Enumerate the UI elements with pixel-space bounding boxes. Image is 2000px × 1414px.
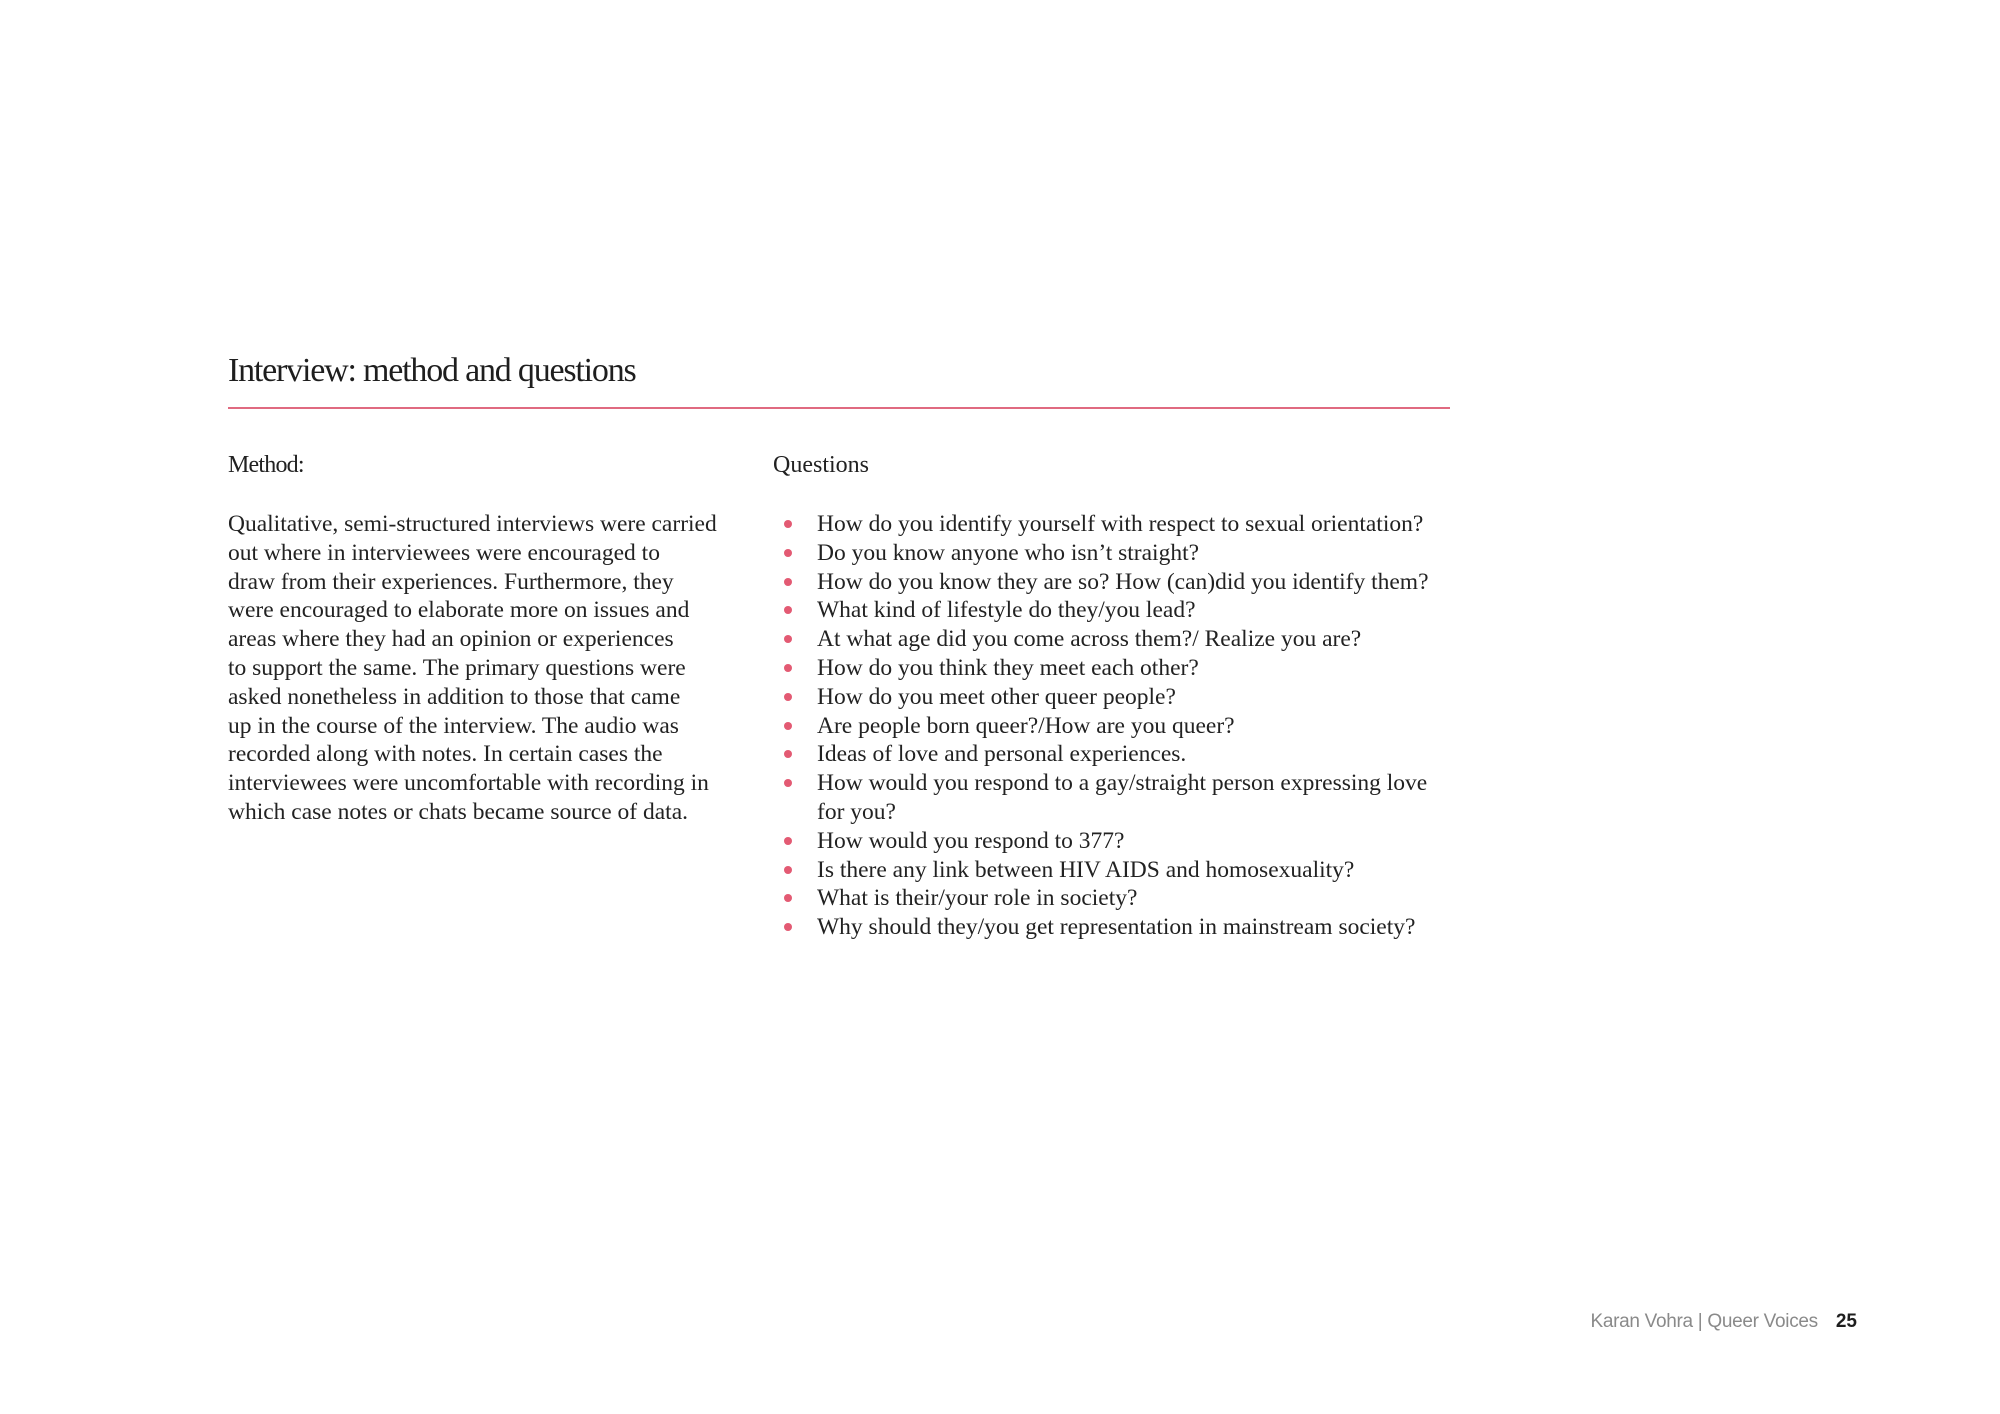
questions-list bbox=[773, 510, 1473, 942]
method-line: interviewees were uncomfortable with recording in bbox=[228, 770, 709, 797]
bullet-icon bbox=[784, 722, 792, 730]
bullet-icon bbox=[784, 750, 792, 758]
question-text: How would you respond to 377? bbox=[817, 827, 1125, 854]
question-text: At what age did you come across them?/ Realize you are? bbox=[817, 626, 1362, 653]
question-item bbox=[773, 740, 1473, 769]
question-text: Are people born queer?/How are you queer? bbox=[817, 712, 1235, 739]
bullet-icon bbox=[784, 837, 792, 845]
method-line: asked nonetheless in addition to those that came bbox=[228, 683, 681, 710]
bullet-icon bbox=[784, 923, 792, 931]
bullet-icon bbox=[784, 520, 792, 528]
question-text: How do you identify yourself with respect to sexual orientation? bbox=[817, 511, 1424, 537]
question-text: Ideas of love and personal experiences. bbox=[817, 741, 1187, 768]
question-text-line: How would you respond to a gay/straight person expressing love bbox=[817, 770, 1428, 797]
question-item bbox=[773, 683, 1473, 712]
bullet-icon bbox=[784, 779, 792, 787]
question-item bbox=[773, 827, 1473, 856]
bullet-icon bbox=[784, 578, 792, 586]
question-text: How do you think they meet each other? bbox=[817, 654, 1199, 681]
question-item bbox=[773, 596, 1473, 625]
question-item bbox=[773, 654, 1473, 683]
questions-heading: Questions bbox=[773, 452, 869, 478]
question-item bbox=[773, 625, 1473, 654]
question-text: Is there any link between HIV AIDS and homosexuality? bbox=[817, 856, 1355, 883]
bullet-icon bbox=[784, 606, 792, 614]
question-item bbox=[773, 568, 1473, 597]
method-line: which case notes or chats became source of data. bbox=[228, 798, 689, 825]
method-line: recorded along with notes. In certain cases the bbox=[228, 741, 663, 768]
method-line: Qualitative, semi-structured interviews were carried bbox=[228, 511, 717, 537]
page-number: 25 bbox=[1835, 1311, 1857, 1332]
page-title: Interview: method and questions bbox=[228, 352, 636, 389]
bullet-icon bbox=[784, 693, 792, 701]
question-item bbox=[773, 539, 1473, 568]
question-item bbox=[773, 913, 1473, 942]
method-line: out where in interviewees were encouraged to bbox=[228, 539, 660, 566]
method-heading: Method: bbox=[228, 452, 304, 478]
question-item bbox=[773, 856, 1473, 885]
method-line: areas where they had an opinion or experiences bbox=[228, 626, 674, 653]
bullet-icon bbox=[784, 866, 792, 874]
question-text: How do you know they are so? How (can)did you identify them? bbox=[817, 568, 1429, 595]
question-text: What kind of lifestyle do they/you lead? bbox=[817, 597, 1196, 624]
method-line: to support the same. The primary questions were bbox=[228, 654, 686, 681]
question-text: Do you know anyone who isn’t straight? bbox=[817, 539, 1200, 566]
bullet-icon bbox=[784, 894, 792, 902]
question-text: Why should they/you get representation in mainstream society? bbox=[817, 914, 1416, 941]
method-paragraph bbox=[228, 510, 748, 827]
bullet-icon bbox=[784, 664, 792, 672]
question-item bbox=[773, 884, 1473, 913]
footer-credit: Karan Vohra | Queer Voices bbox=[1590, 1311, 1818, 1332]
question-text-line: for you? bbox=[817, 798, 896, 825]
question-text: What is their/your role in society? bbox=[817, 885, 1138, 912]
question-text: How do you meet other queer people? bbox=[817, 683, 1176, 710]
question-item bbox=[773, 769, 1473, 827]
question-item bbox=[773, 712, 1473, 741]
bullet-icon bbox=[784, 549, 792, 557]
title-divider bbox=[228, 407, 1450, 409]
page-footer bbox=[1590, 1311, 1857, 1333]
question-item bbox=[773, 510, 1473, 539]
method-line: up in the course of the interview. The audio was bbox=[228, 712, 679, 739]
bullet-icon bbox=[784, 635, 792, 643]
method-line: were encouraged to elaborate more on issues and bbox=[228, 597, 690, 624]
method-line: draw from their experiences. Furthermore, they bbox=[228, 568, 674, 595]
